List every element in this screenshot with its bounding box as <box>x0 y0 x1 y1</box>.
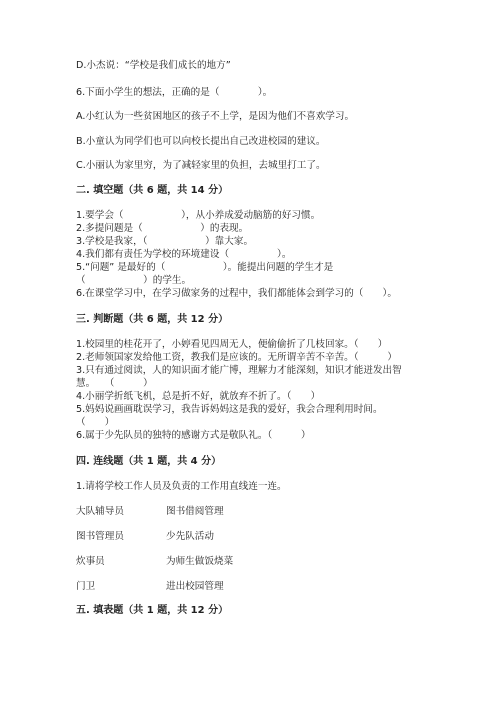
match-left-2: 图书管理员 <box>76 531 124 542</box>
section-4-heading: 四. 连线题（共 1 题，共 4 分） <box>76 456 222 467</box>
judge-item-6: 6.属于少先队员的独特的感谢方式是敬队礼。（ ） <box>76 430 311 441</box>
judge-item-5-cont: （ ） <box>76 417 115 428</box>
fill-item-1: 1.要学会（ ），从小养成爱动脑筋的好习惯。 <box>76 210 321 221</box>
q6-option-a: A.小红认为一些贫困地区的孩子不上学，是因为他们不喜欢学习。 <box>76 111 355 122</box>
fill-item-4: 4.我们都有责任为学校的环境建设（ ）。 <box>76 249 292 260</box>
section-3-heading: 三. 判断题（共 6 题，共 12 分） <box>76 314 229 325</box>
section-5-heading: 五. 填表题（共 1 题，共 12 分） <box>76 605 229 616</box>
match-right-2: 少先队活动 <box>166 531 214 542</box>
match-right-3: 为师生做饭烧菜 <box>166 556 234 567</box>
match-right-4: 进出校园管理 <box>166 581 224 592</box>
fill-item-6: 6.在课堂学习中，在学习做家务的过程中，我们都能体会到学习的（ ）。 <box>76 288 397 299</box>
judge-item-5: 5.妈妈说画画耽误学习，我告诉妈妈这是我的爱好，我会合理利用时间。 <box>76 404 383 415</box>
fill-item-2: 2.多提问题是（ ）的表现。 <box>76 223 249 234</box>
fill-item-3: 3.学校是我家，（ ）靠大家。 <box>76 236 254 247</box>
fill-item-5-cont: （ ）的学生。 <box>76 275 192 286</box>
match-left-1: 大队辅导员 <box>76 506 124 517</box>
match-left-4: 门卫 <box>76 581 96 592</box>
match-right-1: 图书借阅管理 <box>166 506 224 517</box>
q6-stem: 6.下面小学生的想法，正确的是（ ）。 <box>76 87 273 98</box>
q5-option-d: D.小杰说：“学校是我们成长的地方” <box>76 60 231 71</box>
q6-option-c: C.小丽认为家里穷，为了减轻家里的负担，去城里打工了。 <box>76 160 326 171</box>
fill-item-5: 5.“问题” 是最好的（ ）。能提出问题的学生才是 <box>76 262 334 273</box>
judge-item-2: 2.老师领国家发给他工资，教我们是应该的。无所谓辛苦不辛苦。（ ） <box>76 352 397 363</box>
matching-instruction: 1.请将学校工作人员及负责的工作用直线连一连。 <box>76 481 287 492</box>
judge-item-3-cont: 慧。 （ ） <box>76 378 153 389</box>
section-2-heading: 二. 填空题（共 6 题，共 14 分） <box>76 185 229 196</box>
judge-item-1: 1.校园里的桂花开了，小婷看见四周无人，便偷偷折了几枝回家。（ ） <box>76 339 388 350</box>
match-left-3: 炊事员 <box>76 556 105 567</box>
judge-item-4: 4.小丽学折纸飞机，总是折不好，就放弃不折了。（ ） <box>76 391 321 402</box>
judge-item-3: 3.只有通过阅读，人的知识面才能广博，理解力才能深刻，知识才能迸发出智 <box>76 365 402 376</box>
q6-option-b: B.小童认为同学们也可以向校长提出自己改进校园的建议。 <box>76 136 326 147</box>
